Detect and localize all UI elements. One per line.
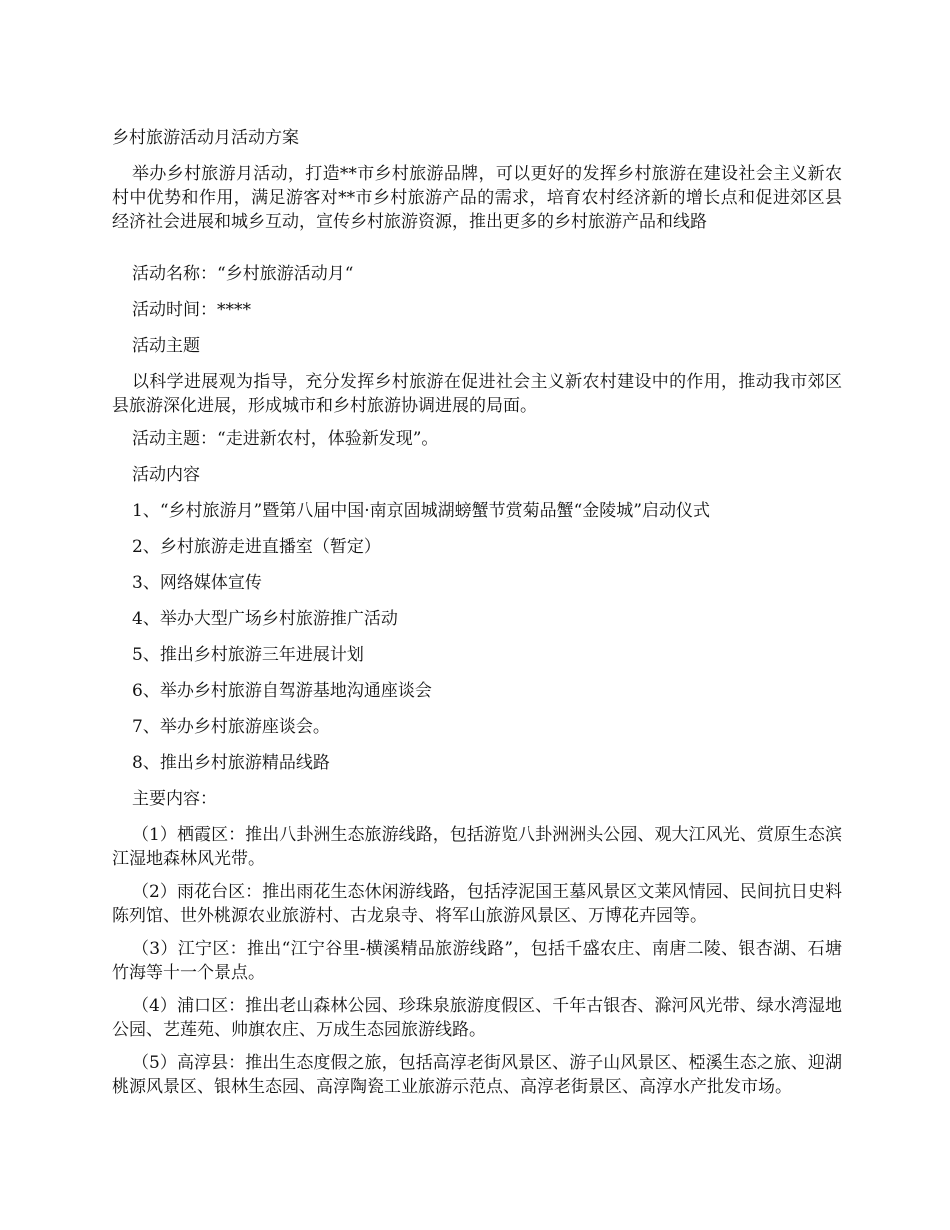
theme-slogan: 活动主题：“走进新农村，体验新发现”。	[132, 429, 439, 449]
district-paragraph: （5）高淳县：推出生态度假之旅，包括高淳老街风景区、游子山风景区、椏溪生态之旅、迎湖桃源风景区、银林生态园、高淳陶瓷工业旅游示范点、高淳老街景区、高淳水产批发市场。	[112, 1053, 842, 1097]
content-item: 4、举办大型广场乡村旅游推广活动	[132, 609, 398, 629]
document-title: 乡村旅游活动月活动方案	[112, 128, 299, 148]
activity-name: 活动名称：“乡村旅游活动月“	[132, 264, 354, 284]
theme-paragraph: 以科学进展观为指导，充分发挥乡村旅游在促进社会主义新农村建设中的作用，推动我市郊区县旅游深化进展，形成城市和乡村旅游协调进展的局面。	[112, 372, 842, 416]
intro-paragraph: 举办乡村旅游月活动，打造**市乡村旅游品牌，可以更好的发挥乡村旅游在建设社会主义新农村中优势和作用，满足游客对**市乡村旅游产品的需求，培育农村经济新的增长点和促进郊区县经济社会进展和城乡互动，宣传乡村旅游资源，推出更多的乡村旅游产品和线路	[112, 164, 842, 232]
content-item: 3、网络媒体宣传	[132, 573, 262, 593]
content-item: 6、举办乡村旅游自驾游基地沟通座谈会	[132, 681, 432, 701]
content-heading: 活动内容	[132, 465, 200, 485]
district-paragraph: （2）雨花台区：推出雨花生态休闲游线路，包括浡泥国王墓风景区文莱风情园、民间抗日史料陈列馆、世外桃源农业旅游村、古龙泉寺、将军山旅游风景区、万博花卉园等。	[112, 882, 842, 926]
main-content-heading: 主要内容：	[132, 789, 217, 809]
activity-time: 活动时间：****	[132, 300, 251, 320]
content-item: 1、“乡村旅游月”暨第八届中国·南京固城湖螃蟹节赏菊品蟹“金陵城”启动仪式	[132, 501, 710, 521]
district-paragraph: （1）栖霞区：推出八卦洲生态旅游线路，包括游览八卦洲洲头公园、观大江风光、赏原生态滨江湿地森林风光带。	[112, 825, 842, 869]
theme-heading: 活动主题	[132, 336, 200, 356]
content-item: 8、推出乡村旅游精品线路	[132, 753, 330, 773]
content-item: 2、乡村旅游走进直播室（暂定）	[132, 537, 381, 557]
district-paragraph: （4）浦口区：推出老山森林公园、珍珠泉旅游度假区、千年古银杏、滁河风光带、绿水湾湿地公园、艺莲苑、帅旗农庄、万成生态园旅游线路。	[112, 996, 842, 1040]
district-paragraph: （3）江宁区：推出“江宁谷里-横溪精品旅游线路”，包括千盛农庄、南唐二陵、银杏湖、石塘竹海等十一个景点。	[112, 939, 842, 983]
content-item: 7、举办乡村旅游座谈会。	[132, 717, 330, 737]
content-item: 5、推出乡村旅游三年进展计划	[132, 645, 364, 665]
